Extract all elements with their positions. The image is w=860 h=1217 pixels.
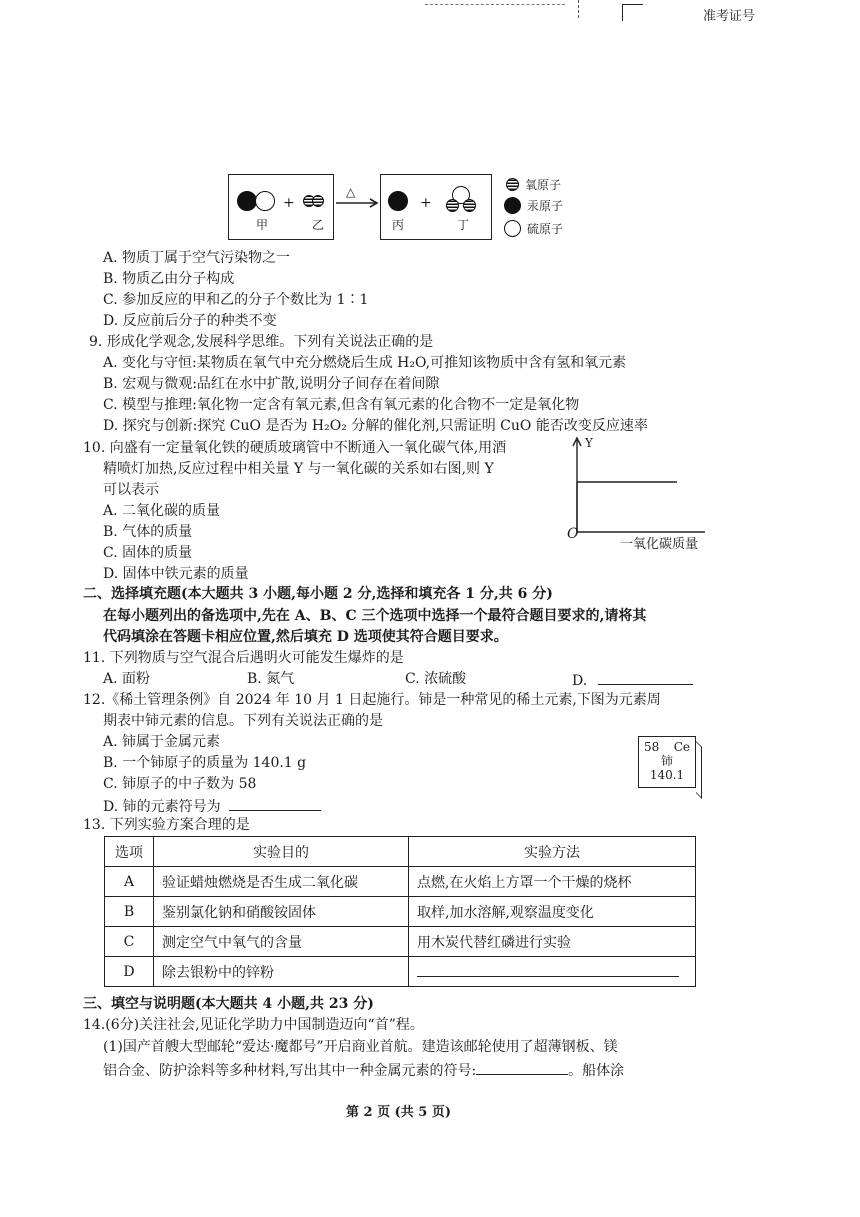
reaction-arrow-icon [336, 198, 380, 208]
row-method: 用木炭代替红磷进行实验 [409, 927, 696, 957]
row-method: 取样,加水溶解,观察温度变化 [409, 897, 696, 927]
mercury-atom-icon [504, 197, 521, 214]
plus-sign: + [283, 195, 295, 211]
oxygen-atom-icon [463, 199, 476, 212]
q10-option-d: D. 固体中铁元素的质量 [103, 566, 249, 582]
row-method-blank-cell [409, 957, 696, 987]
legend-sulfur: 硫原子 [504, 220, 563, 237]
table-row [105, 927, 696, 957]
q10-stem-line3: 可以表示 [103, 482, 159, 498]
q11-option-d: D. [572, 670, 693, 690]
q10-option-c: C. 固体的质量 [103, 545, 193, 561]
heat-condition: △ [346, 185, 356, 199]
table-row [105, 867, 696, 897]
oxygen-molecule-icon [312, 195, 324, 207]
row-purpose: 测定空气中氧气的含量 [154, 927, 409, 957]
exam-id-label: 准考证号 [703, 9, 756, 24]
q8-option-b: B. 物质乙由分子构成 [103, 271, 235, 287]
row-purpose: 除去银粉中的锌粉 [154, 957, 409, 987]
q11-option-b: B. 氮气 [247, 671, 295, 687]
header-corner-mark [622, 4, 643, 21]
table-row [105, 957, 696, 987]
row-option: A [105, 867, 154, 897]
q11-stem: 11. 下列物质与空气混合后遇明火可能发生爆炸的是 [83, 650, 404, 666]
q10-stem-line2: 精喷灯加热,反应过程中相关量 Y 与一氧化碳的关系如右图,则 Y [103, 461, 494, 477]
row-method: 点燃,在火焰上方罩一个干燥的烧杯 [409, 867, 696, 897]
sulfur-atom-icon [504, 220, 521, 237]
table-row [105, 897, 696, 927]
q11-answer-blank[interactable] [598, 670, 693, 685]
q13-table [104, 836, 696, 987]
plus-sign: + [420, 195, 432, 211]
q11-option-a: A. 面粉 [103, 671, 151, 687]
page-number: 第 2 页 (共 5 页) [346, 1105, 452, 1120]
q10-option-b: B. 气体的质量 [103, 524, 193, 540]
section3-title: 三、填空与说明题(本大题共 4 小题,共 23 分) [83, 996, 374, 1012]
cerium-element-card [638, 736, 696, 788]
q9-option-b: B. 宏观与微观:品红在水中扩散,说明分子间存在着间隙 [103, 376, 440, 392]
label-yi: 乙 [312, 218, 325, 232]
sulfur-atom-icon [255, 191, 275, 211]
q12-option-c: C. 铈原子的中子数为 58 [103, 776, 257, 792]
graph-y-label: Y [585, 436, 593, 450]
row-purpose: 验证蜡烛燃烧是否生成二氧化碳 [154, 867, 409, 897]
label-jia: 甲 [256, 218, 269, 232]
q12-option-d: D. 铈的元素符号为 [103, 796, 321, 816]
oxygen-atom-icon [506, 178, 519, 191]
q14-part1-line1: (1)国产首艘大型邮轮“爱达·魔都号”开启商业首航。建造该邮轮使用了超薄钢板、镁 [103, 1039, 618, 1055]
q12-stem-line1: 12.《稀土管理条例》自 2024 年 10 月 1 日起施行。铈是一种常见的稀土元素,下图为元素周 [83, 692, 661, 708]
legend-oxygen: 氧原子 [506, 176, 561, 193]
header-cut-line [425, 4, 565, 5]
atomic-mass: 140.1 [649, 768, 685, 782]
row-option: D [105, 957, 154, 987]
q9-option-a: A. 变化与守恒:某物质在氧气中充分燃烧后生成 H₂O,可推知该物质中含有氢和氧元素 [103, 355, 627, 371]
q10-option-a: A. 二氧化碳的质量 [103, 503, 221, 519]
header-tick [578, 0, 579, 18]
q12-answer-blank[interactable] [229, 796, 321, 811]
q8-option-c: C. 参加反应的甲和乙的分子个数比为 1∶1 [103, 292, 369, 308]
row-option: C [105, 927, 154, 957]
mercury-atom-icon [237, 191, 257, 211]
element-name: 铈 [660, 754, 673, 768]
q9-option-d: D. 探究与创新:探究 CuO 是否为 H₂O₂ 分解的催化剂,只需证明 CuO 能否改变反应速率 [103, 418, 648, 434]
label-bing: 丙 [392, 218, 405, 232]
q13-answer-blank[interactable] [417, 962, 679, 977]
atomic-number: 58 [644, 740, 660, 754]
label-ding: 丁 [457, 218, 470, 232]
element-symbol: Ce [673, 740, 690, 754]
section2-instruction-line1: 在每小题列出的备选项中,先在 A、B、C 三个选项中选择一个最符合题目要求的,请将其 [103, 608, 647, 624]
section2-instruction-line2: 代码填涂在答题卡相应位置,然后填充 D 选项使其符合题目要求。 [103, 629, 508, 645]
q11-option-c: C. 浓硫酸 [405, 671, 467, 687]
header-method: 实验方法 [409, 837, 696, 867]
q8-option-a: A. 物质丁属于空气污染物之一 [103, 250, 291, 266]
row-purpose: 鉴别氯化钠和硝酸铵固体 [154, 897, 409, 927]
q12-option-a: A. 铈属于金属元素 [103, 734, 221, 750]
q9-stem: 9. 形成化学观念,发展科学思维。下列有关说法正确的是 [89, 334, 434, 350]
q14-part1-line2: 铝合金、防护涂料等多种材料,写出其中一种金属元素的符号: 。船体涂 [103, 1060, 624, 1080]
q12-stem-line2: 期表中铈元素的信息。下列有关说法正确的是 [103, 713, 383, 729]
header-purpose: 实验目的 [154, 837, 409, 867]
row-option: B [105, 897, 154, 927]
q13-stem: 13. 下列实验方案合理的是 [83, 817, 250, 833]
legend-mercury: 汞原子 [504, 197, 563, 214]
mercury-atom-icon [388, 191, 408, 211]
q12-option-b: B. 一个铈原子的质量为 140.1 g [103, 755, 307, 771]
section2-title: 二、选择填充题(本大题共 3 小题,每小题 2 分,选择和填充各 1 分,共 6 分) [83, 586, 553, 602]
q14-answer-blank[interactable] [476, 1060, 568, 1075]
graph-origin-label: O [567, 526, 579, 542]
q14-stem: 14.(6分)关注社会,见证化学助力中国制造迈向“首”程。 [83, 1017, 424, 1033]
graph-x-label: 一氧化碳质量 [620, 537, 699, 552]
q10-stem-line1: 10. 向盛有一定量氧化铁的硬质玻璃管中不断通入一氧化碳气体,用酒 [83, 440, 507, 456]
q9-option-c: C. 模型与推理:氧化物一定含有氧元素,但含有氧元素的化合物不一定是氧化物 [103, 397, 580, 413]
q8-option-d: D. 反应前后分子的种类不变 [103, 313, 277, 329]
oxygen-atom-icon [446, 199, 459, 212]
header-option: 选项 [105, 837, 154, 867]
table-header-row [105, 837, 696, 867]
